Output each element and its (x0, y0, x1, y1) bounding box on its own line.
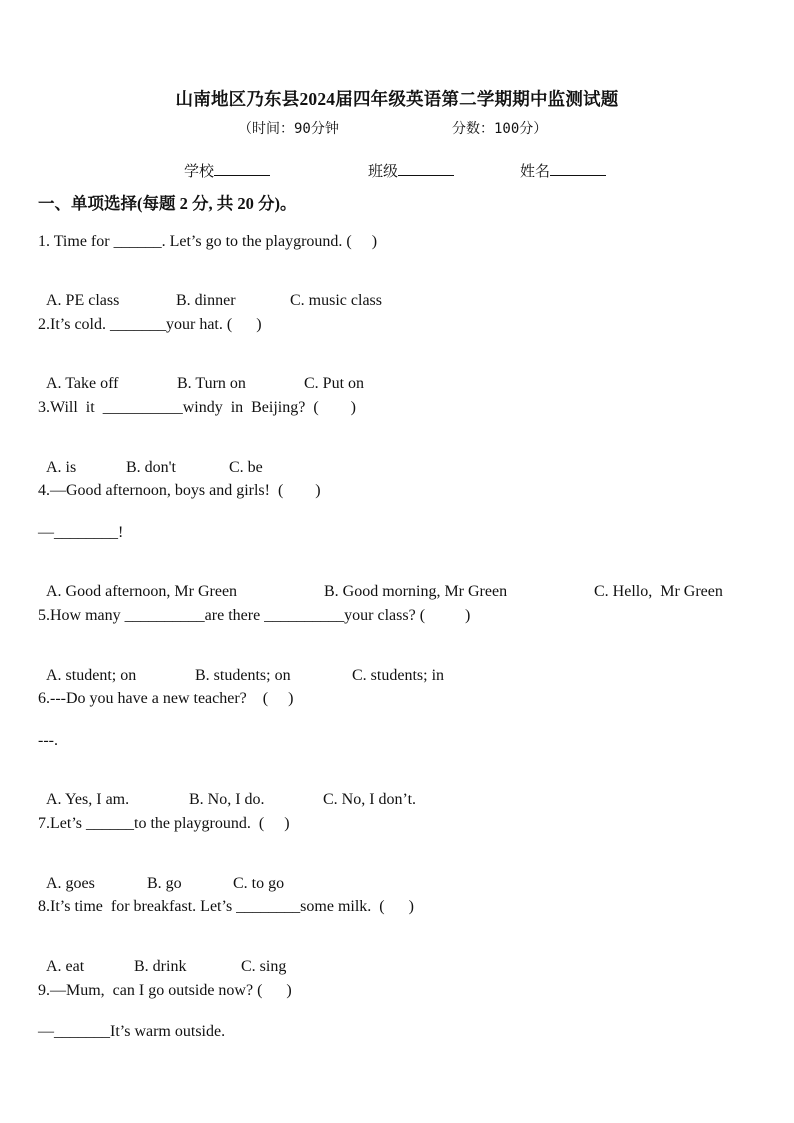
school-field (184, 160, 270, 181)
options-4 (38, 565, 723, 601)
exam-time: （时间：90分钟 (238, 121, 339, 137)
option-a: A. Good afternoon, Mr Green (46, 583, 238, 600)
question-1: 1. Time for ______. Let’s go to the playground. ( ) (38, 233, 378, 250)
option-c: C. Put on (304, 375, 365, 392)
question-6: 6.---Do you have a new teacher? ( ) (38, 690, 294, 707)
option-a: A. is (46, 459, 77, 476)
option-a: A. eat (46, 958, 85, 975)
name-label: 姓名 (520, 164, 551, 180)
option-c: C. students; in (352, 667, 445, 684)
options-8 (38, 940, 286, 976)
options-1 (38, 274, 382, 310)
option-a: A. Yes, I am. (46, 791, 130, 808)
question-7: 7.Let’s ______to the playground. ( ) (38, 815, 290, 832)
question-2: 2.It’s cold. _______your hat. ( ) (38, 316, 262, 333)
option-c: C. be (229, 459, 263, 476)
option-b: B. go (147, 875, 182, 892)
name-blank (550, 161, 606, 176)
question-4-reply: —________! (38, 524, 124, 541)
question-3: 3.Will it __________windy in Beijing? ( ) (38, 399, 356, 416)
options-5 (38, 649, 444, 685)
option-a: A. Take off (46, 375, 119, 392)
options-6 (38, 773, 416, 809)
options-2 (38, 357, 364, 393)
school-label: 学校 (184, 164, 215, 180)
option-b: B. No, I do. (189, 791, 265, 808)
option-c: C. to go (233, 875, 285, 892)
question-5: 5.How many __________are there __________your class? ( ) (38, 607, 471, 624)
option-a: A. PE class (46, 292, 120, 309)
option-c: C. Hello, Mr Green (594, 583, 723, 600)
option-b: B. Good morning, Mr Green (324, 583, 508, 600)
school-blank (214, 161, 270, 176)
class-field (368, 160, 454, 181)
option-b: B. Turn on (177, 375, 246, 392)
question-8: 8.It’s time for breakfast. Let’s ________some milk. ( ) (38, 898, 414, 915)
question-6-reply: ---. (38, 732, 58, 749)
options-3 (38, 441, 263, 477)
options-7 (38, 857, 284, 893)
class-blank (398, 161, 454, 176)
option-b: B. don't (126, 459, 176, 476)
name-field (520, 160, 606, 181)
section-heading: 一、单项选择(每题 2 分, 共 20 分)。 (38, 194, 297, 213)
page-title: 山南地区乃东县2024届四年级英语第二学期期中监测试题 (175, 89, 619, 109)
option-c: C. sing (241, 958, 287, 975)
option-a: A. student; on (46, 667, 137, 684)
question-9-reply: —_______It’s warm outside. (38, 1023, 226, 1040)
option-c: C. No, I don’t. (323, 791, 417, 808)
option-b: B. students; on (195, 667, 291, 684)
exam-score: 分数：100分） (452, 121, 548, 137)
question-4: 4.—Good afternoon, boys and girls! ( ) (38, 482, 321, 499)
option-b: B. dinner (176, 292, 236, 309)
option-a: A. goes (46, 875, 95, 892)
class-label: 班级 (368, 164, 399, 180)
question-9: 9.—Mum, can I go outside now? ( ) (38, 982, 292, 999)
option-b: B. drink (134, 958, 187, 975)
option-c: C. music class (290, 292, 382, 309)
